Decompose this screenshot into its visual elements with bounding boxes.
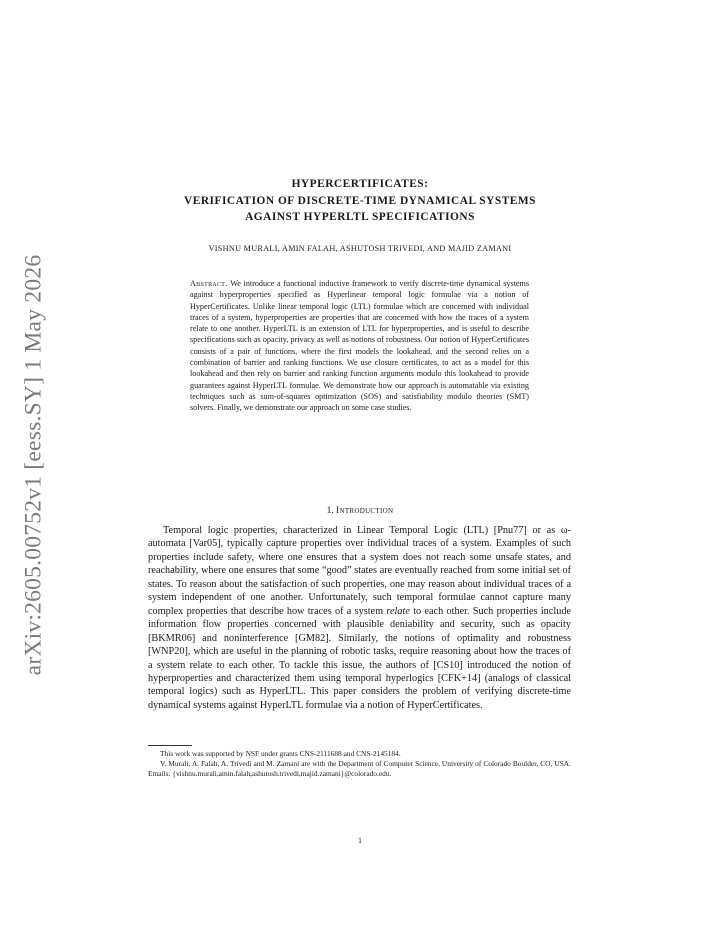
abstract (190, 278, 529, 414)
title-line-3: AGAINST HYPERLTL SPECIFICATIONS (245, 211, 475, 223)
footnotes (148, 749, 571, 779)
abstract-label: Abstract. (190, 279, 228, 288)
section-number: 1. (326, 506, 334, 516)
footnote-divider (148, 745, 192, 746)
page-number: 1 (358, 836, 362, 845)
paragraph-part-1: Temporal logic properties, characterized in Linear Temporal Logic (LTL) [Pnu77] or as ω-automata [Var05], typically capture properties over individual traces of a system. Examples of such properties include safety, where one ensures that a system does not reach some unsafe states, and reachability, where one ensures that some “good” states are eventually reached from some initial set of states. To reason about the satisfaction of such properties, one may reason about individual traces of a system independent of one another. Unfortunately, such temporal formulae cannot capture many complex properties that describe how traces of a system (148, 525, 571, 617)
footnote-affiliation: V. Murali, A. Falah, A. Trivedi and M. Zamani are with the Department of Computer Science, University of Colorado Boulder, CO, USA. Emails: {vishnu.murali,amin.falah,ashutosh.trivedi,majid.zamani}@colorado.edu. (148, 758, 571, 778)
title-line-1: HYPERCERTIFICATES: (291, 178, 429, 190)
author-list: VISHNU MURALI, AMIN FALAH, ASHUTOSH TRIVEDI, AND MAJID ZAMANI (208, 244, 512, 253)
paper-title (150, 176, 570, 226)
paragraph-part-2: to each other. Such properties include information flow properties concerned with plausible deniability and security, such as opacity [BKMR06] and noninterference [GM82]. Similarly, the notions of optimality and robustness [WNP20], which are useful in the planning of robotic tasks, require reasoning about how the traces of a system relate to each other. To tackle this issue, the authors of [CS10] introduced the notion of hyperproperties and characterized them using temporal hyperlogics [CFK+14] (analogs of classical temporal logics) such as HyperLTL. This paper considers the problem of verifying discrete-time dynamical systems against HyperLTL formulae via a notion of HyperCertificates. (148, 605, 572, 711)
section-title: Introduction (336, 506, 394, 516)
abstract-text: We introduce a functional inductive framework to verify discrete-time dynamical systems against hyperproperties specified as Hyperlinear temporal logic formulae via a notion of HyperCertificates. Unlike linear temporal logic (LTL) formulae which are concerned with individual traces of a system, hyperproperties are properties that are concerned with how the traces of a system relate to one another. HyperLTL is an extension of LTL for hyperproperties, and is useful to describe specifications such as opacity, privacy as well as notions of robustness. Our notion of HyperCertificates consists of a pair of functions, where the first models the lookahead, and the second relies on a combination of barrier and ranking functions. We use closure certificates, to act as a model for this lookahead and then rely on barrier and ranking function arguments modulo this lookahead to provide guarantees against HyperLTL formulae. We demonstrate how our approach is automatable via existing techniques such as sum-of-squares optimization (SOS) and satisfiability modulo theories (SMT) solvers. Finally, we demonstrate our approach on some case studies. (190, 279, 529, 413)
section-heading (150, 506, 570, 516)
emphasis-relate: relate (386, 605, 410, 617)
footnote-funding: This work was supported by NSF under grants CNS-2111688 and CNS-2145184. (160, 749, 401, 758)
arxiv-identifier-sidebar (0, 0, 60, 932)
title-line-2: VERIFICATION OF DISCRETE-TIME DYNAMICAL SYSTEMS (184, 194, 536, 207)
introduction-paragraph (148, 524, 571, 712)
arxiv-identifier[interactable]: arXiv:2605.00752v1 [eess.SY] 1 May 2026 (20, 254, 47, 676)
